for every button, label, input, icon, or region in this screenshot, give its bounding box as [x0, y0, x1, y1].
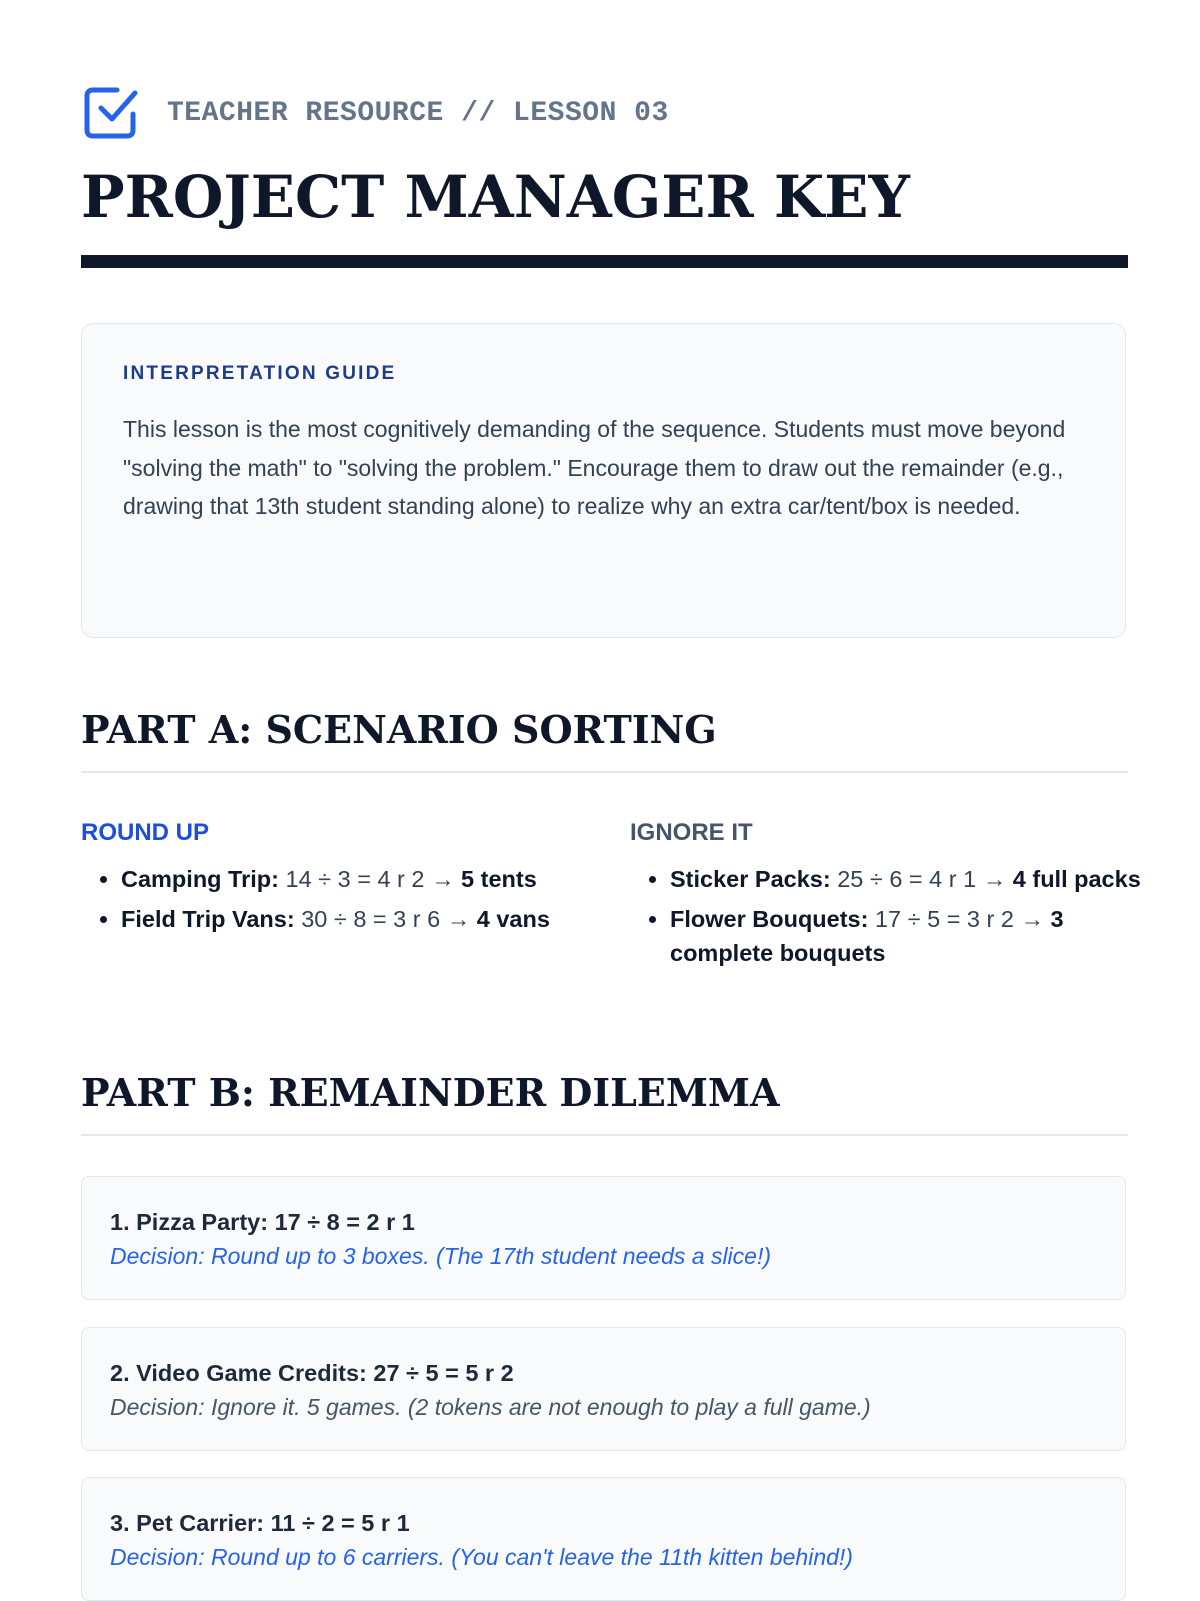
part-b-divider — [81, 1134, 1128, 1136]
scenario-math: 17 ÷ 5 = 3 r 2 → — [874, 906, 1044, 932]
dilemma-question: 1. Pizza Party: 17 ÷ 8 = 2 r 1 — [110, 1209, 415, 1235]
scenario-math: 25 ÷ 6 = 4 r 1 → — [837, 866, 1007, 892]
ignore-it-list — [630, 862, 1150, 970]
list-item — [121, 862, 551, 896]
round-up-column — [81, 818, 551, 942]
ignore-it-heading: IGNORE IT — [630, 819, 753, 846]
title-divider — [81, 255, 1128, 268]
part-a-heading: PART A: SCENARIO SORTING — [81, 707, 717, 752]
interpretation-guide-box — [81, 323, 1126, 638]
scenario-math: 30 ÷ 8 = 3 r 6 → — [301, 906, 471, 932]
part-a-divider — [81, 771, 1128, 773]
guide-text: This lesson is the most cognitively demanding of the sequence. Students must move beyond "solving the math" to "solving the problem." Encourage them to draw out the remainder (e.g., drawing that 13th student standing alone) to realize why an extra car/tent/box is needed. — [123, 416, 1066, 519]
scenario-answer: 4 vans — [476, 906, 550, 932]
scenario-label: Camping Trip: — [121, 866, 279, 892]
list-item — [121, 902, 551, 936]
scenario-math: 14 ÷ 3 = 4 r 2 → — [285, 866, 455, 892]
dilemma-question: 2. Video Game Credits: 27 ÷ 5 = 5 r 2 — [110, 1360, 514, 1386]
dilemma-card — [81, 1477, 1126, 1601]
dilemma-decision: Decision: Round up to 6 carriers. (You can't leave the 11th kitten behind!) — [110, 1544, 853, 1570]
guide-label: INTERPRETATION GUIDE — [123, 363, 397, 384]
dilemma-card — [81, 1327, 1126, 1451]
ignore-it-column — [630, 818, 1150, 976]
lesson-eyebrow — [81, 83, 669, 143]
part-b-heading: PART B: REMAINDER DILEMMA — [81, 1070, 780, 1115]
scenario-answer: 5 tents — [461, 866, 537, 892]
page-title: PROJECT MANAGER KEY — [81, 163, 910, 231]
scenario-answer: 3 complete bouquets — [670, 906, 1064, 966]
round-up-heading: ROUND UP — [81, 819, 210, 846]
round-up-list — [81, 862, 551, 936]
checkbox-checked-icon — [81, 84, 139, 142]
scenario-label: Field Trip Vans: — [121, 906, 295, 932]
lesson-label: TEACHER RESOURCE // LESSON 03 — [167, 97, 669, 129]
scenario-answer: 4 full packs — [1012, 866, 1141, 892]
dilemma-card — [81, 1176, 1126, 1300]
dilemma-decision: Decision: Round up to 3 boxes. (The 17th student needs a slice!) — [110, 1243, 772, 1269]
scenario-label: Sticker Packs: — [670, 866, 831, 892]
dilemma-decision: Decision: Ignore it. 5 games. (2 tokens are not enough to play a full game.) — [110, 1394, 871, 1420]
scenario-label: Flower Bouquets: — [670, 906, 869, 932]
dilemma-question: 3. Pet Carrier: 11 ÷ 2 = 5 r 1 — [110, 1510, 410, 1536]
list-item — [670, 862, 1150, 896]
list-item — [670, 902, 1150, 970]
